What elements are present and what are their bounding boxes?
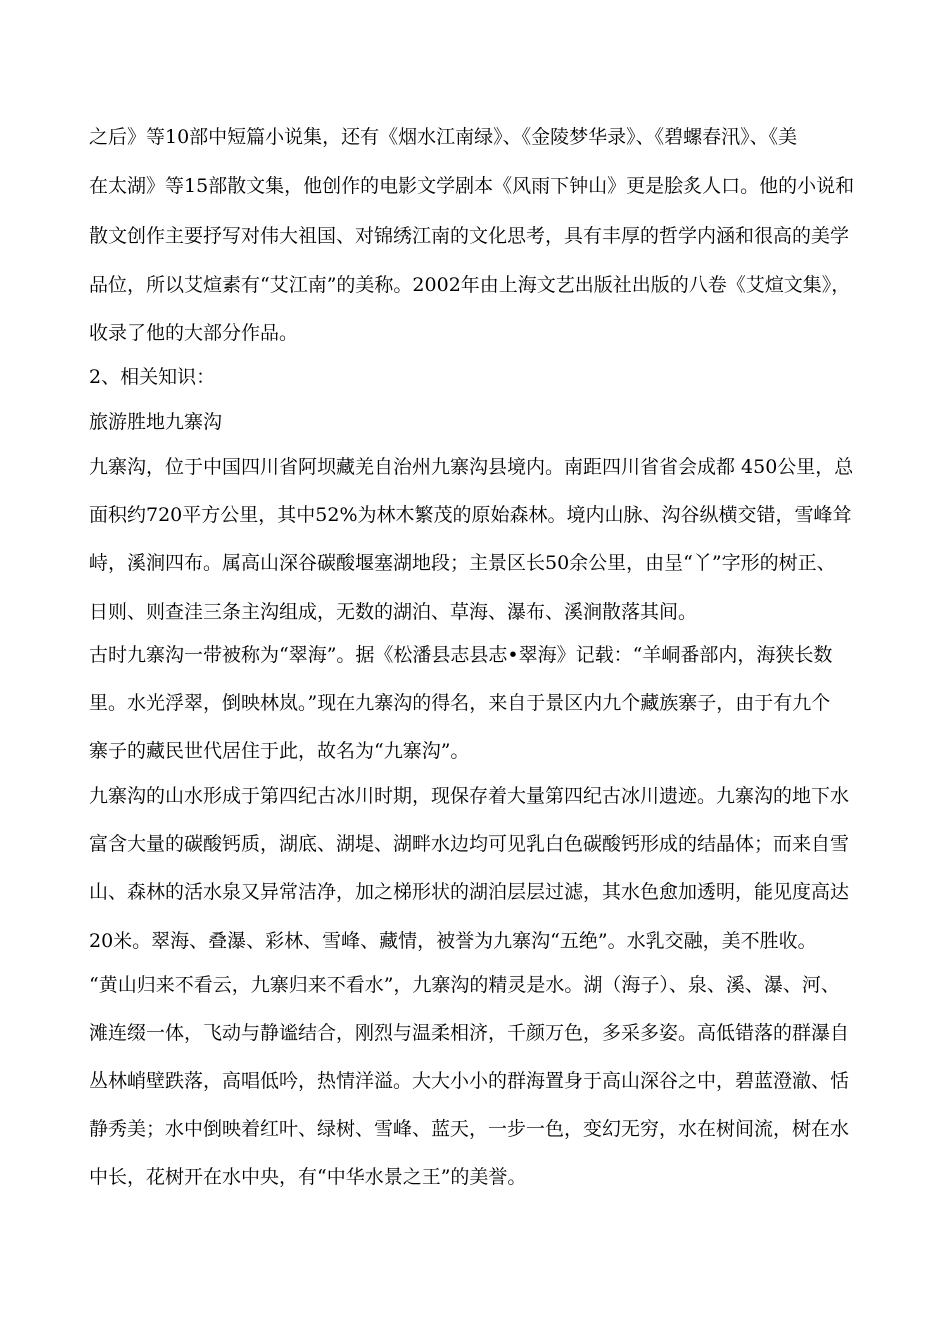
section-heading: 2、相关知识： — [89, 366, 216, 388]
text-line: 静秀美；水中倒映着红叶、绿树、雪峰、蓝天，一步一色，变幻无穷，水在树间流，树在水 — [89, 1118, 850, 1140]
text-line: 古时九寨沟一带被称为“翠海”。据《松潘县志县志•翠海》记载：“羊峒番部内，海狭长数 — [89, 644, 833, 666]
text-line: 散文创作主要抒写对伟大祖国、对锦绣江南的文化思考，具有丰厚的哲学内涵和很高的美学 — [89, 225, 850, 247]
text-line: 峙，溪涧四布。属高山深谷碳酸堰塞湖地段；主景区长50余公里，由呈“丫”字形的树正、 — [89, 552, 836, 574]
text-line: 日则、则查洼三条主沟组成，无数的湖泊、草海、瀑布、溪涧散落其间。 — [89, 601, 698, 623]
text-line: 之后》等10部中短篇小说集，还有《烟水江南绿》、《金陵梦华录》、《碧螺春汛》、《美 — [89, 126, 798, 148]
text-line: 20米。翠海、叠瀑、彩林、雪峰、藏情，被誉为九寨沟“五绝”。水乳交融，美不胜收。 — [89, 930, 817, 952]
text-line: 收录了他的大部分作品。 — [89, 322, 299, 344]
text-line: 中长，花树开在水中央，有“中华水景之王”的美誉。 — [89, 1166, 527, 1188]
text-line: 丛林峭壁跌落，高唱低吟，热情洋溢。大大小小的群海置身于高山深谷之中，碧蓝澄澈、恬 — [89, 1070, 850, 1092]
text-line: 富含大量的碳酸钙质，湖底、湖堤、湖畔水边均可见乳白色碳酸钙形成的结晶体；而来自雪 — [89, 833, 850, 855]
subsection-title: 旅游胜地九寨沟 — [89, 411, 223, 433]
text-line: 里。水光浮翠，倒映林岚。”现在九寨沟的得名，来自于景区内九个藏族寨子，由于有九个 — [89, 692, 831, 714]
text-line: 滩连缀一体，飞动与静谧结合，刚烈与温柔相济，千颜万色，多采多姿。高低错落的群瀑自 — [89, 1022, 850, 1044]
text-line: 山、森林的活水泉又异常洁净，加之梯形状的湖泊层层过滤，其水色愈加透明，能见度高达 — [89, 881, 850, 903]
text-line: 寨子的藏民世代居住于此，故名为“九寨沟”。 — [89, 740, 470, 762]
text-line: 在太湖》等15部散文集，他创作的电影文学剧本《风雨下钟山》更是脍炙人口。他的小说和 — [89, 175, 855, 197]
text-line: 九寨沟的山水形成于第四纪古冰川时期，现保存着大量第四纪古冰川遗迹。九寨沟的地下水 — [89, 785, 850, 807]
text-line: 面积约720平方公里，其中52%为林木繁茂的原始森林。境内山脉、沟谷纵横交错，雪峰耸 — [89, 504, 852, 526]
text-line: 九寨沟，位于中国四川省阿坝藏羌自治州九寨沟县境内。南距四川省省会成都 450公里，总 — [89, 456, 854, 478]
text-line: 品位，所以艾煊素有“艾江南”的美称。2002年由上海文艺出版社出版的八卷《艾煊文集》， — [89, 274, 851, 296]
text-line: “黄山归来不看云，九寨归来不看水”，九寨沟的精灵是水。湖（海子）、泉、溪、瀑、河、 — [89, 974, 840, 996]
